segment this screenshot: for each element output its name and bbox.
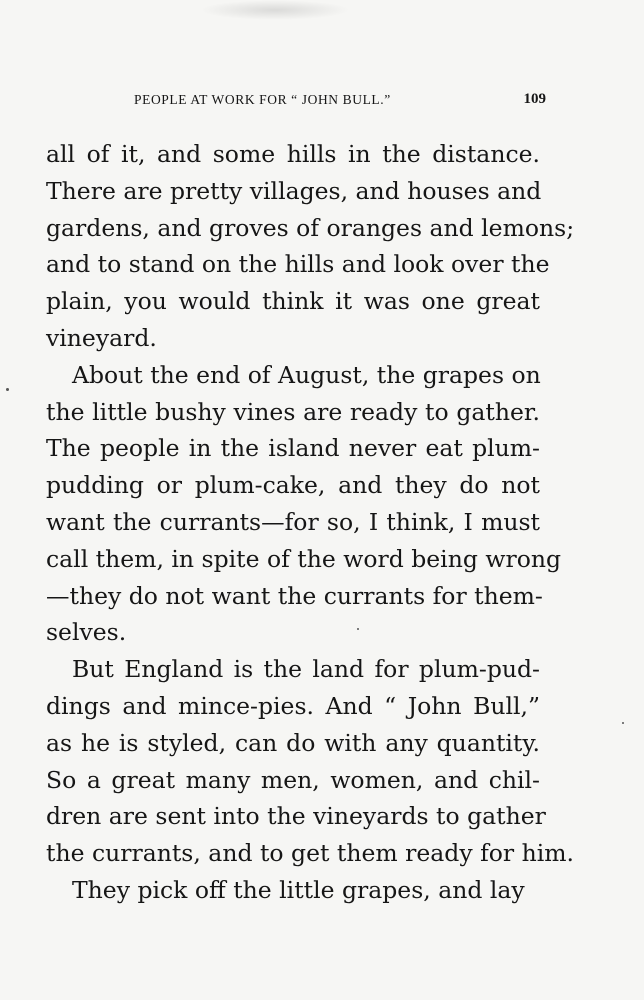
text-line: So a great many men, women, and chil-	[46, 765, 540, 794]
text-line: plain, you would think it was one great	[46, 287, 540, 316]
scan-speck	[6, 388, 9, 391]
scan-speck	[622, 722, 624, 724]
text-line: the little bushy vines are ready to gather.	[46, 397, 540, 426]
text-line: There are pretty villages, and houses and	[46, 176, 542, 205]
paragraph	[46, 357, 562, 651]
text-line: pudding or plum-cake, and they do not	[46, 471, 540, 500]
text-line: as he is styled, can do with any quantity.	[46, 728, 540, 757]
page-number: 109	[523, 91, 546, 107]
text-line: want the currants—for so, I think, I must	[46, 507, 540, 536]
text-line: The people in the island never eat plum-	[46, 434, 540, 463]
text-line: call them, in spite of the word being wrong	[46, 544, 562, 573]
paragraph	[46, 872, 540, 909]
text-line: About the end of August, the grapes on	[72, 360, 541, 389]
text-line: dren are sent into the vineyards to gather	[46, 802, 546, 831]
text-line: and to stand on the hills and look over the	[46, 250, 550, 279]
text-line: all of it, and some hills in the distance.	[46, 140, 540, 168]
paragraph	[46, 651, 575, 872]
scan-smudge	[200, 0, 350, 20]
text-line: dings and mince-pies. And “ John Bull,”	[46, 691, 540, 720]
page-header	[46, 92, 546, 114]
paragraph	[46, 136, 575, 357]
running-head: PEOPLE AT WORK FOR “ JOHN BULL.”	[134, 92, 391, 107]
text-line: selves.	[46, 618, 127, 647]
text-line: But England is the land for plum-pud-	[72, 655, 540, 684]
text-line: —they do not want the currants for them-	[46, 581, 543, 610]
text-line: vineyard.	[46, 323, 157, 352]
scan-speck	[357, 628, 359, 630]
text-line: They pick off the little grapes, and lay	[72, 875, 525, 904]
text-line: gardens, and groves of oranges and lemons;	[46, 213, 575, 242]
body-text	[46, 136, 575, 909]
text-line: the currants, and to get them ready for him.	[46, 839, 575, 868]
